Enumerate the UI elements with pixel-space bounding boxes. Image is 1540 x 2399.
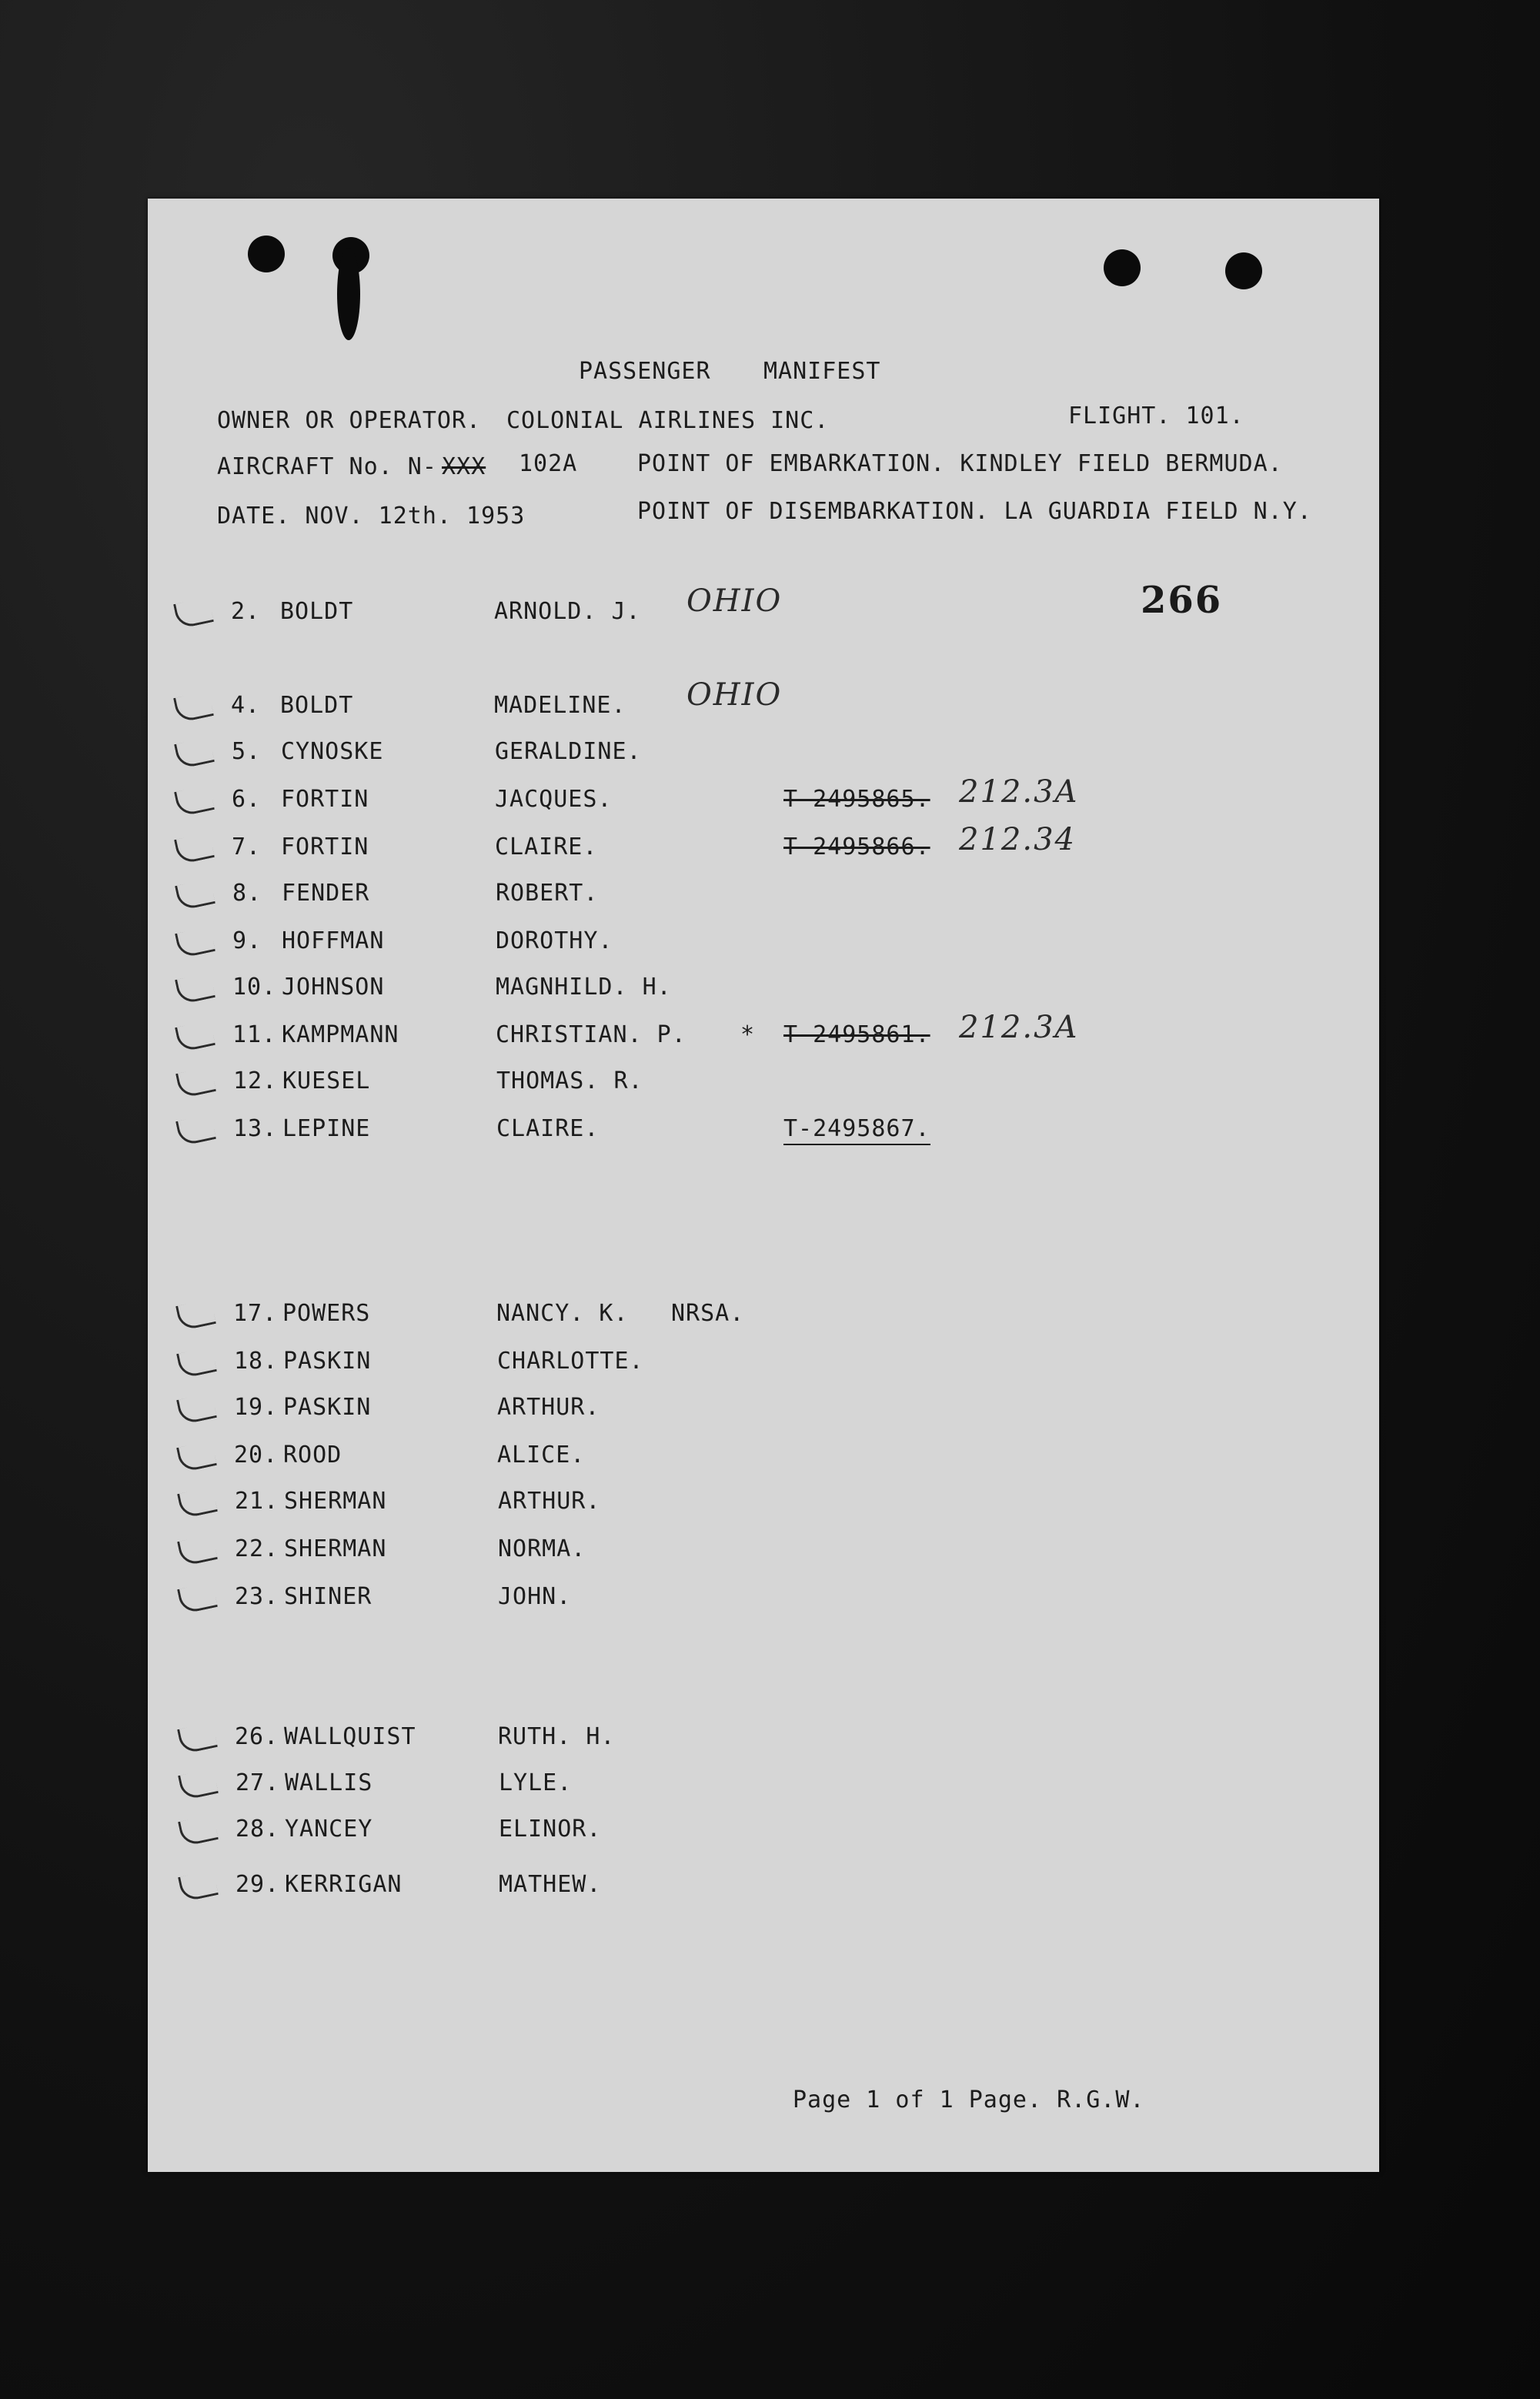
passenger-first-name: DOROTHY. [496, 927, 613, 954]
passenger-marker: * [740, 1021, 756, 1048]
handwritten-note: 212.34 [959, 822, 1076, 857]
check-mark-icon [175, 926, 215, 958]
passenger-first-name: ALICE. [497, 1442, 586, 1468]
passenger-number: 28. [236, 1816, 280, 1843]
passenger-first-name: GERALDINE. [495, 738, 642, 765]
passenger-last-name: SHINER [284, 1583, 372, 1610]
passenger-first-name: MATHEW. [499, 1871, 602, 1898]
passenger-last-name: BOLDT [280, 598, 354, 625]
check-mark-icon [175, 1066, 216, 1098]
check-mark-icon [175, 972, 215, 1004]
passenger-number: 17. [233, 1300, 278, 1327]
passenger-number: 5. [232, 738, 262, 765]
check-mark-icon [177, 1486, 218, 1519]
passenger-first-name: MAGNHILD. H. [496, 974, 672, 1001]
passenger-number: 23. [235, 1583, 279, 1610]
passenger-last-name: PASKIN [283, 1348, 372, 1375]
passenger-last-name: YANCEY [285, 1816, 373, 1843]
passenger-last-name: SHERMAN [284, 1488, 387, 1515]
torn-edge [337, 248, 360, 340]
check-mark-icon [173, 690, 214, 723]
handwritten-note: 212.3A [959, 1010, 1079, 1045]
passenger-first-name: CHRISTIAN. P. [496, 1021, 686, 1048]
punch-hole [248, 236, 285, 272]
passenger-last-name: HOFFMAN [282, 927, 385, 954]
punch-hole [1104, 249, 1141, 286]
check-mark-icon [177, 1722, 218, 1754]
check-mark-icon [177, 1582, 218, 1614]
passenger-first-name: ARNOLD. J. [494, 598, 641, 625]
passenger-last-name: KAMPMANN [282, 1021, 399, 1048]
passenger-first-name: CLAIRE. [496, 1115, 600, 1142]
handwritten-note: OHIO [686, 583, 783, 619]
check-mark-icon [177, 1534, 218, 1566]
handwritten-note: OHIO [686, 677, 783, 713]
passenger-first-name: CLAIRE. [495, 834, 598, 860]
aircraft-struck: XXX [442, 453, 486, 480]
passenger-number: 10. [232, 974, 277, 1001]
check-mark-icon [176, 1346, 217, 1378]
owner-value: COLONIAL AIRLINES INC. [506, 407, 830, 434]
passenger-last-name: FORTIN [281, 834, 369, 860]
passenger-first-name: RUTH. H. [498, 1723, 616, 1750]
manifest-title-right: MANIFEST [763, 358, 881, 385]
passenger-first-name: JACQUES. [495, 786, 613, 813]
page-footer: Page 1 of 1 Page. R.G.W. [793, 2087, 1145, 2113]
passenger-number: 8. [232, 880, 262, 907]
check-mark-icon [175, 1114, 216, 1146]
passenger-number: 13. [233, 1115, 278, 1142]
passenger-number: 26. [235, 1723, 279, 1750]
passenger-last-name: BOLDT [280, 692, 354, 719]
check-mark-icon [178, 1768, 219, 1800]
check-mark-icon [174, 737, 215, 769]
check-mark-icon [176, 1440, 217, 1472]
passenger-last-name: JOHNSON [282, 974, 385, 1001]
manifest-date: DATE. NOV. 12th. 1953 [217, 503, 526, 530]
passenger-last-name: WALLIS [285, 1769, 373, 1796]
disembarkation-point: POINT OF DISEMBARKATION. LA GUARDIA FIELD N.Y. [637, 498, 1312, 525]
passenger-number: 19. [234, 1394, 279, 1421]
passenger-number: 12. [233, 1068, 278, 1094]
passenger-last-name: POWERS [282, 1300, 371, 1327]
passenger-last-name: KUESEL [282, 1068, 371, 1094]
check-mark-icon [175, 1020, 215, 1052]
passenger-first-name: NORMA. [498, 1535, 586, 1562]
flight-number: FLIGHT. 101. [1068, 403, 1244, 429]
passenger-first-name: ARTHUR. [497, 1394, 600, 1421]
passenger-number: 4. [231, 692, 261, 719]
manifest-page [148, 199, 1379, 2172]
check-mark-icon [173, 596, 214, 629]
passenger-last-name: SHERMAN [284, 1535, 387, 1562]
passenger-last-name: FENDER [282, 880, 370, 907]
passenger-number: 6. [232, 786, 262, 813]
passenger-last-name: WALLQUIST [284, 1723, 416, 1750]
passenger-first-name: LYLE. [499, 1769, 573, 1796]
passenger-number: 21. [235, 1488, 279, 1515]
aircraft-label: AIRCRAFT No. N- [217, 453, 437, 480]
punch-hole [1225, 252, 1262, 289]
check-mark-icon [178, 1869, 219, 1902]
aircraft-value: 102A [519, 450, 578, 477]
passenger-ticket: T-2495867. [783, 1116, 930, 1145]
passenger-first-name: NANCY. K. [496, 1300, 629, 1327]
handwritten-note: 212.3A [959, 774, 1079, 810]
check-mark-icon [174, 784, 215, 817]
passenger-ticket: T-2495865. [783, 786, 930, 813]
check-mark-icon [174, 832, 215, 864]
passenger-last-name: PASKIN [283, 1394, 372, 1421]
passenger-number: 2. [231, 598, 261, 625]
passenger-number: 11. [232, 1021, 277, 1048]
passenger-last-name: CYNOSKE [281, 738, 384, 765]
check-mark-icon [175, 1298, 216, 1331]
passenger-last-name: FORTIN [281, 786, 369, 813]
embarkation-point: POINT OF EMBARKATION. KINDLEY FIELD BERMUDA. [637, 450, 1283, 477]
passenger-last-name: KERRIGAN [285, 1871, 403, 1898]
check-mark-icon [178, 1814, 219, 1846]
passenger-first-name: ARTHUR. [498, 1488, 601, 1515]
passenger-number: 22. [235, 1535, 279, 1562]
passenger-number: 27. [236, 1769, 280, 1796]
passenger-first-name: CHARLOTTE. [497, 1348, 644, 1375]
passenger-first-name: MADELINE. [494, 692, 626, 719]
passenger-first-name: ELINOR. [499, 1816, 602, 1843]
manifest-title-left: PASSENGER [579, 358, 711, 385]
passenger-first-name: JOHN. [498, 1583, 572, 1610]
passenger-first-name: ROBERT. [496, 880, 599, 907]
check-mark-icon [175, 878, 215, 910]
passenger-ticket: T-2495861. [783, 1021, 930, 1048]
passenger-number: 29. [236, 1871, 280, 1898]
passenger-number: 7. [232, 834, 262, 860]
check-mark-icon [176, 1392, 217, 1425]
page-stamp-number: 266 [1141, 579, 1223, 622]
owner-label: OWNER OR OPERATOR. [217, 407, 482, 434]
passenger-last-name: ROOD [283, 1442, 342, 1468]
passenger-number: 9. [232, 927, 262, 954]
passenger-ticket: T-2495866. [783, 834, 930, 860]
passenger-extra: NRSA. [671, 1300, 745, 1327]
passenger-first-name: THOMAS. R. [496, 1068, 643, 1094]
passenger-last-name: LEPINE [282, 1115, 371, 1142]
passenger-number: 20. [234, 1442, 279, 1468]
passenger-number: 18. [234, 1348, 279, 1375]
